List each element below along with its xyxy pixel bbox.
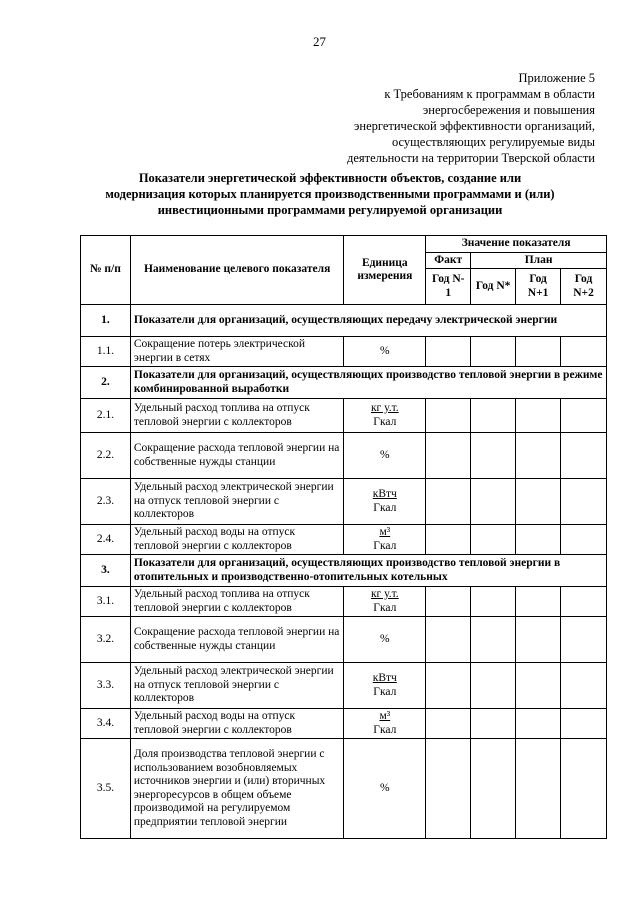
row-num: 3.5. bbox=[81, 739, 131, 839]
appendix-line: деятельности на территории Тверской области bbox=[346, 151, 595, 165]
header-year: Год N+2 bbox=[561, 269, 607, 305]
value-cell bbox=[561, 739, 607, 839]
unit-denominator: Гкал bbox=[373, 415, 397, 428]
appendix-line: энергетической эффективности организаций, bbox=[354, 119, 595, 133]
section-num: 1. bbox=[81, 305, 131, 337]
value-cell bbox=[471, 337, 516, 367]
header-fact: Факт bbox=[426, 252, 471, 269]
header-year: Год N-1 bbox=[426, 269, 471, 305]
value-cell bbox=[516, 587, 561, 617]
title-line: Показатели энергетической эффективности объектов, создание или bbox=[138, 171, 522, 185]
title-line: инвестиционными программами регулируемой организации bbox=[157, 203, 503, 217]
value-cell bbox=[426, 399, 471, 433]
value-cell bbox=[471, 739, 516, 839]
value-cell bbox=[561, 663, 607, 709]
unit-numerator: м³ bbox=[379, 710, 391, 722]
table-row bbox=[81, 525, 607, 555]
appendix-reference bbox=[347, 70, 595, 166]
row-name: Сокращение расхода тепловой энергии на собственные нужды станции bbox=[130, 617, 343, 663]
appendix-line: осуществляющих регулируемые виды bbox=[391, 135, 595, 149]
header-value: Значение показателя bbox=[426, 236, 607, 253]
unit-numerator: кВтч bbox=[372, 672, 397, 684]
value-cell bbox=[561, 709, 607, 739]
unit-denominator: Гкал bbox=[373, 539, 397, 552]
table-row bbox=[81, 739, 607, 839]
value-cell bbox=[426, 739, 471, 839]
value-cell bbox=[516, 739, 561, 839]
title-line: модернизация которых планируется производственными программами и (или) bbox=[105, 187, 555, 201]
row-num: 3.2. bbox=[81, 617, 131, 663]
value-cell bbox=[516, 525, 561, 555]
appendix-line: к Требованиям к программам в области bbox=[384, 87, 595, 101]
row-num: 1.1. bbox=[81, 337, 131, 367]
value-cell bbox=[516, 617, 561, 663]
value-cell bbox=[561, 479, 607, 525]
row-num: 2.2. bbox=[81, 433, 131, 479]
section-row bbox=[81, 305, 607, 337]
value-cell bbox=[561, 587, 607, 617]
unit-numerator: кВтч bbox=[372, 488, 397, 500]
table-row bbox=[81, 709, 607, 739]
value-cell bbox=[426, 433, 471, 479]
header-year: Год N* bbox=[471, 269, 516, 305]
row-name: Доля производства тепловой энергии с использованием возобновляемых источников энергии и (или) вторичных энергоресурсов в общем объеме производимой на регулируемом предприятии тепловой энергии bbox=[130, 739, 343, 839]
document-title bbox=[60, 170, 600, 218]
value-cell bbox=[426, 337, 471, 367]
row-unit bbox=[344, 709, 426, 739]
header-year: Год N+1 bbox=[516, 269, 561, 305]
page-number: 27 bbox=[313, 34, 326, 49]
row-unit bbox=[344, 399, 426, 433]
value-cell bbox=[471, 399, 516, 433]
section-title: Показатели для организаций, осуществляющих передачу электрической энергии bbox=[130, 305, 606, 337]
value-cell bbox=[426, 617, 471, 663]
unit-denominator: Гкал bbox=[373, 685, 397, 698]
table-row bbox=[81, 337, 607, 367]
appendix-line: Приложение 5 bbox=[518, 71, 595, 85]
unit-numerator: кг у.т. bbox=[370, 588, 399, 600]
row-unit bbox=[344, 663, 426, 709]
row-name: Удельный расход электрической энергии на отпуск тепловой энергии с коллекторов bbox=[130, 663, 343, 709]
section-row bbox=[81, 367, 607, 399]
row-unit bbox=[344, 587, 426, 617]
row-num: 3.3. bbox=[81, 663, 131, 709]
row-unit: % bbox=[344, 617, 426, 663]
unit-denominator: Гкал bbox=[373, 601, 397, 614]
value-cell bbox=[471, 479, 516, 525]
value-cell bbox=[516, 433, 561, 479]
row-name: Удельный расход электрической энергии на отпуск тепловой энергии с коллекторов bbox=[130, 479, 343, 525]
row-unit bbox=[344, 525, 426, 555]
value-cell bbox=[426, 525, 471, 555]
appendix-line: энергосбережения и повышения bbox=[422, 103, 595, 117]
row-num: 3.4. bbox=[81, 709, 131, 739]
value-cell bbox=[471, 617, 516, 663]
value-cell bbox=[561, 399, 607, 433]
table-row bbox=[81, 587, 607, 617]
header-plan: План bbox=[471, 252, 607, 269]
row-name: Удельный расход воды на отпуск тепловой энергии с коллекторов bbox=[130, 525, 343, 555]
unit-numerator: кг у.т. bbox=[370, 402, 399, 414]
unit-numerator: м³ bbox=[379, 526, 391, 538]
unit-denominator: Гкал bbox=[373, 723, 397, 736]
section-title: Показатели для организаций, осуществляющих производство тепловой энергии в режиме комбинированной выработки bbox=[130, 367, 606, 399]
row-name: Сокращение потерь электрической энергии в сетях bbox=[130, 337, 343, 367]
header-name: Наименование целевого показателя bbox=[130, 236, 343, 305]
unit-denominator: Гкал bbox=[373, 501, 397, 514]
header-unit: Единица измерения bbox=[344, 236, 426, 305]
section-num: 3. bbox=[81, 555, 131, 587]
section-title: Показатели для организаций, осуществляющих производство тепловой энергии в отопительных и производственно-отопительных котельных bbox=[130, 555, 606, 587]
value-cell bbox=[471, 663, 516, 709]
table-row bbox=[81, 617, 607, 663]
table-row bbox=[81, 663, 607, 709]
value-cell bbox=[516, 399, 561, 433]
row-num: 2.3. bbox=[81, 479, 131, 525]
row-num: 2.4. bbox=[81, 525, 131, 555]
value-cell bbox=[561, 433, 607, 479]
table-row bbox=[81, 479, 607, 525]
table-row bbox=[81, 433, 607, 479]
value-cell bbox=[516, 479, 561, 525]
value-cell bbox=[471, 709, 516, 739]
value-cell bbox=[516, 337, 561, 367]
section-row bbox=[81, 555, 607, 587]
indicators-table bbox=[80, 235, 607, 839]
value-cell bbox=[561, 617, 607, 663]
header-num: № п/п bbox=[81, 236, 131, 305]
row-unit: % bbox=[344, 433, 426, 479]
row-unit: % bbox=[344, 337, 426, 367]
value-cell bbox=[426, 709, 471, 739]
value-cell bbox=[471, 525, 516, 555]
row-unit bbox=[344, 479, 426, 525]
value-cell bbox=[471, 433, 516, 479]
row-num: 3.1. bbox=[81, 587, 131, 617]
row-name: Удельный расход топлива на отпуск тепловой энергии с коллекторов bbox=[130, 587, 343, 617]
value-cell bbox=[516, 663, 561, 709]
value-cell bbox=[561, 337, 607, 367]
table-row bbox=[81, 399, 607, 433]
value-cell bbox=[426, 479, 471, 525]
section-num: 2. bbox=[81, 367, 131, 399]
row-name: Сокращение расхода тепловой энергии на собственные нужды станции bbox=[130, 433, 343, 479]
value-cell bbox=[426, 663, 471, 709]
value-cell bbox=[426, 587, 471, 617]
value-cell bbox=[471, 587, 516, 617]
value-cell bbox=[561, 525, 607, 555]
row-name: Удельный расход топлива на отпуск тепловой энергии с коллекторов bbox=[130, 399, 343, 433]
row-num: 2.1. bbox=[81, 399, 131, 433]
row-unit: % bbox=[344, 739, 426, 839]
value-cell bbox=[516, 709, 561, 739]
row-name: Удельный расход воды на отпуск тепловой энергии с коллекторов bbox=[130, 709, 343, 739]
